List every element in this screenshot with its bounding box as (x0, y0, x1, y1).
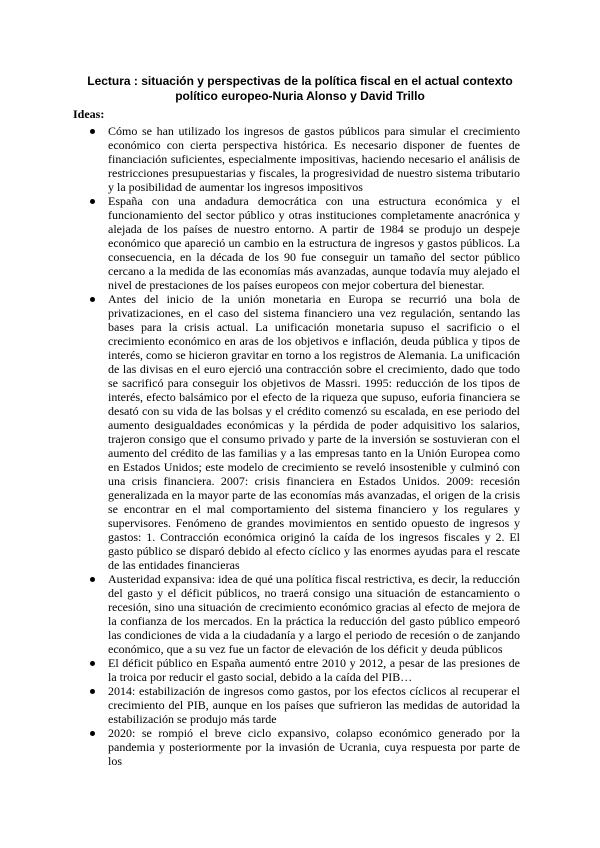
list-item (108, 684, 520, 726)
list-item (108, 124, 520, 194)
section-heading: Ideas: (73, 107, 105, 121)
bullet-icon (90, 129, 95, 134)
list-item-text: 2020: se rompió el breve ciclo expansivo, colapso económico generado por la pandemia y posteriormente por la invasión de Ucrania, cuya respuesta por parte de los (108, 726, 520, 768)
list-item (108, 292, 520, 572)
list-item-text: Antes del inicio de la unión monetaria en Europa se recurrió una bola de privatizaciones, en el caso del sistema financiero una vez regulación, sentando las bases para la crisis actual. La unificación monetaria supuso el sacrificio o el crecimiento económico en aras de los objetivos e inflación, deuda pública y tipos de interés, como se hicieron gravitar en torno a los registros de Alemania. La unificación de las divisas en el euro ejerció una contracción sobre el crecimiento, dado que todo se sacrificó para conseguir los objetivos de Massri. 1995: reducción de los tipos de interés, efecto balsámico por el efecto de la riqueza que supuso, euforia financiera se desató con su vida de las bolsas y el crédito comenzó su escalada, en ese periodo del aumento desigualdades económicas y la pérdida de poder adquisitivo los salarios, trajeron consigo que el consumo privado y parte de la inversión se sostuvieran con el aumento del crédito de las familias y a las empresas tanto en la Unión Europea como en Estados Unidos; este modelo de crecimiento se reveló insostenible y culminó con una crisis financiera. 2007: crisis financiera en Estados Unidos. 2009: recesión generalizada en la mayor parte de las economías más avanzadas, el origen de la crisis se encontrar en el mal comportamiento del sistema financiero y los regulares y supervisores. Fenómeno de grandes movimientos en sentido opuesto de ingresos y gastos: 1. Contracción económica originó la caída de los ingresos fiscales y 2. El gasto público se disparó debido al efecto cíclico y las enormes ayudas para el rescate de las entidades financieras (108, 292, 520, 572)
bullet-icon (90, 297, 95, 302)
list-item-text: Cómo se han utilizado los ingresos de gastos públicos para simular el crecimiento económico con cierta perspectiva histórica. Es necesario disponer de fuentes de financiación suficientes, especialmente impositivas, haciendo necesario el análisis de restricciones presupuestarias y fiscales, la progresividad de nuestro sistema tributario y la posibilidad de aumentar los ingresos impositivos (108, 124, 520, 194)
bullet-icon (90, 689, 95, 694)
list-item-text: 2014: estabilización de ingresos como gastos, por los efectos cíclicos al recuperar el crecimiento del PIB, aunque en los países que sufrieron las medidas de autoridad la estabilización se produjo más tarde (108, 684, 520, 726)
list-item-text: El déficit público en España aumentó entre 2010 y 2012, a pesar de las presiones de la troica por reducir el gasto social, debido a la caída del PIB… (108, 656, 520, 684)
list-item (108, 194, 520, 292)
list-item (108, 656, 520, 684)
bullet-icon (90, 661, 95, 666)
document-title: Lectura : situación y perspectivas de la política fiscal en el actual contexto político europeo-Nuria Alonso y David Trillo (87, 74, 513, 103)
list-item (108, 726, 520, 768)
list-item (108, 572, 520, 656)
list-item-text: España con una andadura democrática con una estructura económica y el funcionamiento del sector público y otras instituciones completamente anacrónica y alejada de los países de nuestro entorno. A partir de 1984 se produjo un despeje económico que apareció un cambio en la estructura de ingresos y gastos públicos. La consecuencia, en la década de los 90 fue conseguir un tamaño del sector público cercano a la medida de las economías más avanzadas, aunque todavía muy alejado el nivel de prestaciones de los países europeos con mejor cobertura del bienestar. (108, 194, 520, 292)
bullet-icon (90, 577, 95, 582)
list-item-text: Austeridad expansiva: idea de qué una política fiscal restrictiva, es decir, la reducción del gasto y el déficit públicos, no traerá consigo una situación de estancamiento o recesión, sino una situación de crecimiento económico gracias al efecto de mejora de la confianza de los mercados. En la práctica la reducción del gasto público empeoró las condiciones de vida a la ciudadanía y a largo el periodo de recesión o de zanjando económico, que a su vez fue un factor de elevación de los déficit y deuda públicos (108, 572, 520, 656)
bullet-icon (90, 731, 95, 736)
bullet-icon (90, 199, 95, 204)
ideas-list (108, 124, 520, 768)
